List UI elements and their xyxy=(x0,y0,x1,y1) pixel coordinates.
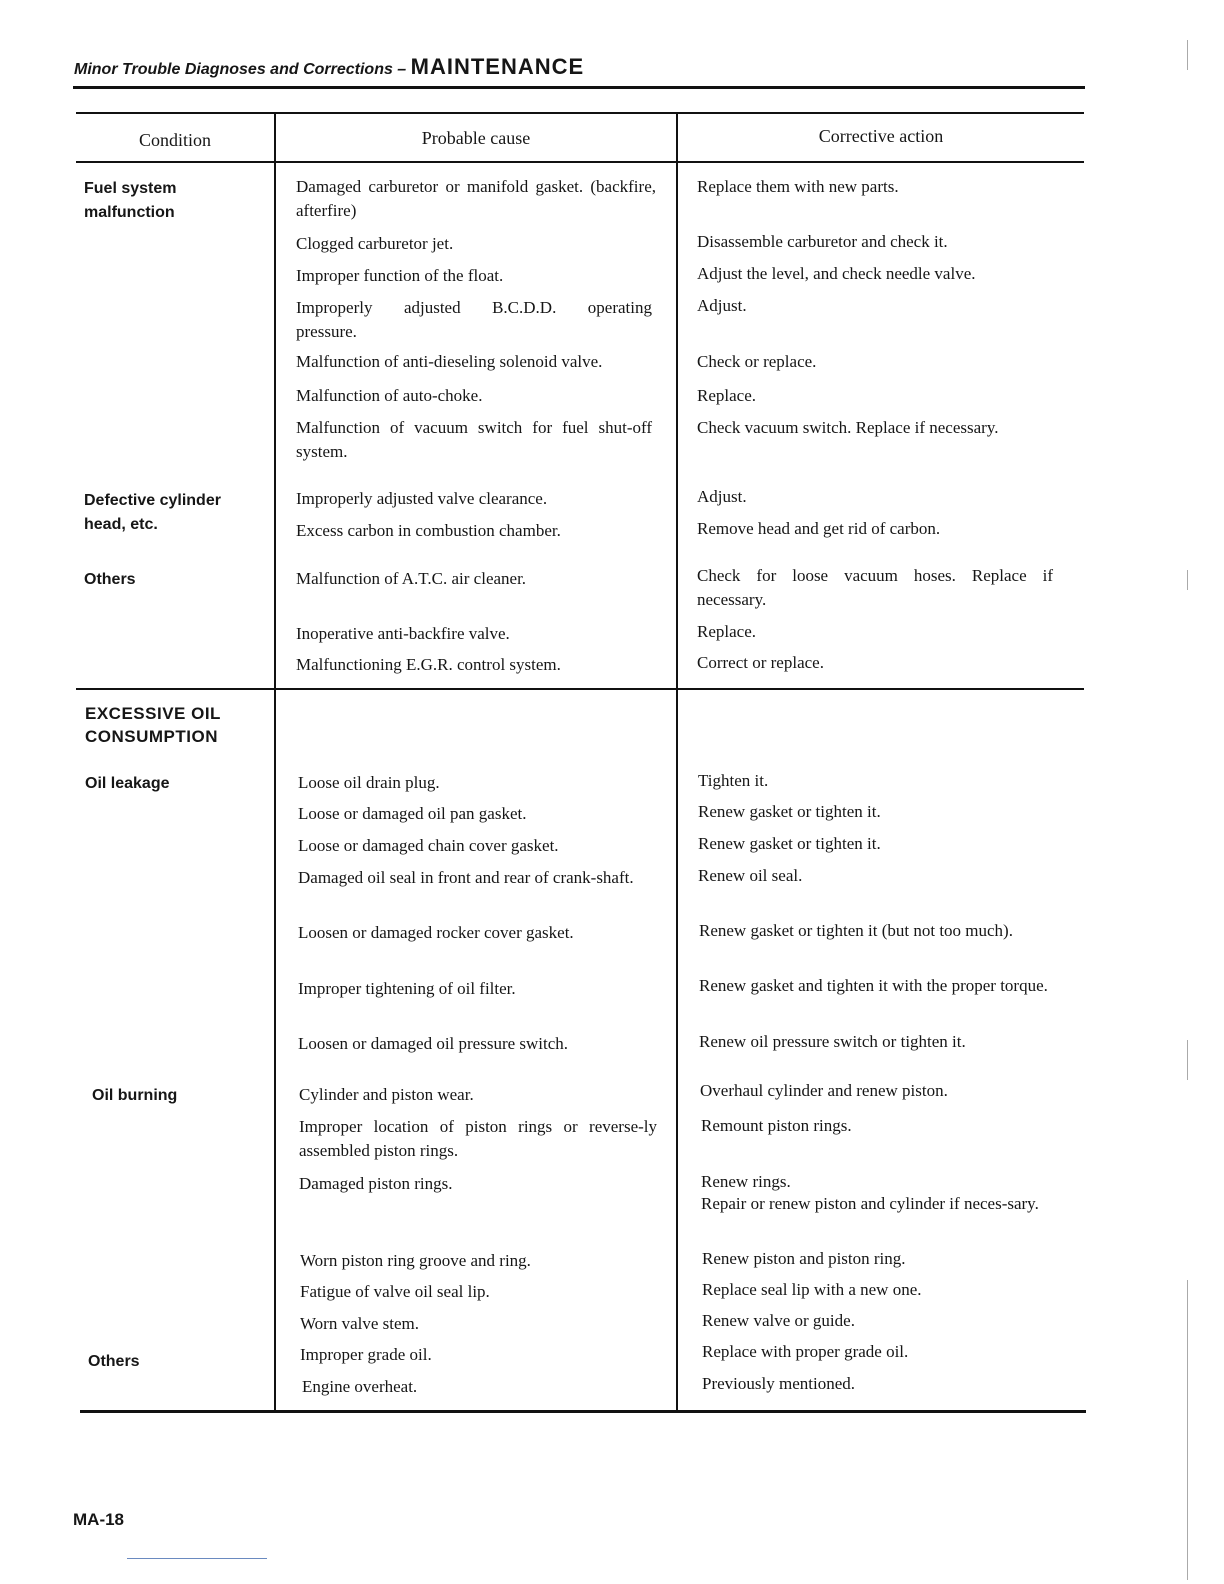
header-rule xyxy=(73,86,1085,89)
condition-group-label: Oil leakage xyxy=(85,775,170,792)
cause-cell: Engine overheat. xyxy=(302,1377,418,1396)
cause-cell: Improperly adjusted B.C.D.D. operating pressure. xyxy=(296,298,652,341)
action-cell: Renew valve or guide. xyxy=(702,1311,855,1330)
action-cell: Renew piston and piston ring. xyxy=(702,1249,906,1268)
condition-group-label: Defective cylinder head, etc. xyxy=(84,492,221,533)
cause-cell: Improper tightening of oil filter. xyxy=(298,979,516,998)
action-cell: Adjust the level, and check needle valve. xyxy=(697,264,976,283)
cause-cell: Malfunction of auto-choke. xyxy=(296,386,483,405)
cause-cell: Improper grade oil. xyxy=(300,1345,432,1364)
action-cell: Replace them with new parts. xyxy=(697,177,899,196)
cause-cell: Excess carbon in combustion chamber. xyxy=(296,521,561,540)
column-header-condition: Condition xyxy=(138,130,211,150)
page-number: MA-18 xyxy=(73,1510,125,1529)
scan-margin-mark xyxy=(1187,570,1188,590)
action-cell: Renew oil pressure switch or tighten it. xyxy=(699,1032,966,1051)
cause-cell: Loose or damaged chain cover gasket. xyxy=(298,836,559,855)
cause-cell: Improperly adjusted valve clearance. xyxy=(296,489,548,508)
cause-cell: Loosen or damaged rocker cover gasket. xyxy=(298,923,574,942)
action-cell: Previously mentioned. xyxy=(702,1374,855,1393)
cause-cell: Fatigue of valve oil seal lip. xyxy=(300,1282,490,1301)
section-heading: EXCESSIVE OIL CONSUMPTION xyxy=(85,704,221,746)
header-subtitle: Minor Trouble Diagnoses and Corrections – xyxy=(74,61,407,78)
section-divider-rule xyxy=(76,688,1084,690)
troubleshooting-table xyxy=(76,112,1086,1414)
action-cell: Renew gasket or tighten it (but not too much). xyxy=(699,921,1013,940)
cause-cell: Cylinder and piston wear. xyxy=(299,1085,474,1104)
scan-margin-mark xyxy=(1187,1040,1188,1080)
action-cell: Replace with proper grade oil. xyxy=(702,1342,909,1361)
action-cell: Remove head and get rid of carbon. xyxy=(697,519,941,538)
cause-cell: Malfunction of A.T.C. air cleaner. xyxy=(296,569,527,588)
column-divider-1 xyxy=(274,114,276,1412)
cause-cell: Damaged piston rings. xyxy=(299,1174,453,1193)
action-cell: Check or replace. xyxy=(697,352,817,371)
action-cell: Check for loose vacuum hoses. Replace if necessary. xyxy=(697,566,1053,609)
action-cell: Renew oil seal. xyxy=(698,866,803,885)
cause-cell: Malfunctioning E.G.R. control system. xyxy=(296,655,561,674)
cause-cell: Loose or damaged oil pan gasket. xyxy=(298,804,527,823)
action-cell: Overhaul cylinder and renew piston. xyxy=(700,1081,948,1100)
cause-cell: Worn piston ring groove and ring. xyxy=(300,1251,531,1270)
action-cell: Replace seal lip with a new one. xyxy=(702,1280,922,1299)
page-header xyxy=(74,54,1084,84)
bottom-edge-mark xyxy=(127,1558,267,1559)
condition-group-label: Fuel system malfunction xyxy=(84,180,177,221)
action-cell: Adjust. xyxy=(697,296,747,315)
action-cell: Replace. xyxy=(697,622,756,641)
action-cell: Renew gasket and tighten it with the proper torque. xyxy=(699,976,1048,995)
header-title: MAINTENANCE xyxy=(410,54,585,79)
action-cell: Renew gasket or tighten it. xyxy=(698,802,881,821)
cause-cell: Clogged carburetor jet. xyxy=(296,234,454,253)
table-bottom-rule xyxy=(80,1410,1086,1413)
column-header-rule xyxy=(76,161,1084,163)
action-cell: Renew gasket or tighten it. xyxy=(698,834,881,853)
cause-cell: Damaged carburetor or manifold gasket. (backfire, afterfire) xyxy=(296,177,656,220)
column-divider-2 xyxy=(676,114,678,1412)
action-cell: Replace. xyxy=(697,386,756,405)
condition-group-label: Others xyxy=(88,1353,140,1370)
table-top-rule xyxy=(76,112,1084,114)
cause-cell: Damaged oil seal in front and rear of crank-shaft. xyxy=(298,868,634,887)
action-cell: Adjust. xyxy=(697,487,747,506)
cause-cell: Improper location of piston rings or reverse-ly assembled piston rings. xyxy=(299,1117,657,1160)
action-cell: Disassemble carburetor and check it. xyxy=(697,232,948,251)
cause-cell: Loosen or damaged oil pressure switch. xyxy=(298,1034,569,1053)
scan-margin-mark xyxy=(1187,40,1188,70)
cause-cell: Improper function of the float. xyxy=(296,266,504,285)
condition-group-label: Others xyxy=(84,571,136,588)
cause-cell: Inoperative anti-backfire valve. xyxy=(296,624,510,643)
cause-cell: Malfunction of vacuum switch for fuel shut-off system. xyxy=(296,418,652,461)
action-cell: Renew rings. xyxy=(701,1172,791,1191)
scan-margin-mark xyxy=(1187,1280,1188,1580)
action-cell: Check vacuum switch. Replace if necessary. xyxy=(697,418,999,437)
action-cell: Repair or renew piston and cylinder if neces-sary. xyxy=(701,1194,1039,1213)
cause-cell: Loose oil drain plug. xyxy=(298,773,440,792)
cause-cell: Worn valve stem. xyxy=(300,1314,420,1333)
column-header-action: Corrective action xyxy=(818,126,944,146)
action-cell: Correct or replace. xyxy=(697,653,824,672)
condition-group-label: Oil burning xyxy=(92,1087,178,1104)
cause-cell: Malfunction of anti-dieseling solenoid valve. xyxy=(296,352,603,371)
action-cell: Remount piston rings. xyxy=(701,1116,852,1135)
column-header-cause: Probable cause xyxy=(421,128,531,148)
action-cell: Tighten it. xyxy=(698,771,769,790)
